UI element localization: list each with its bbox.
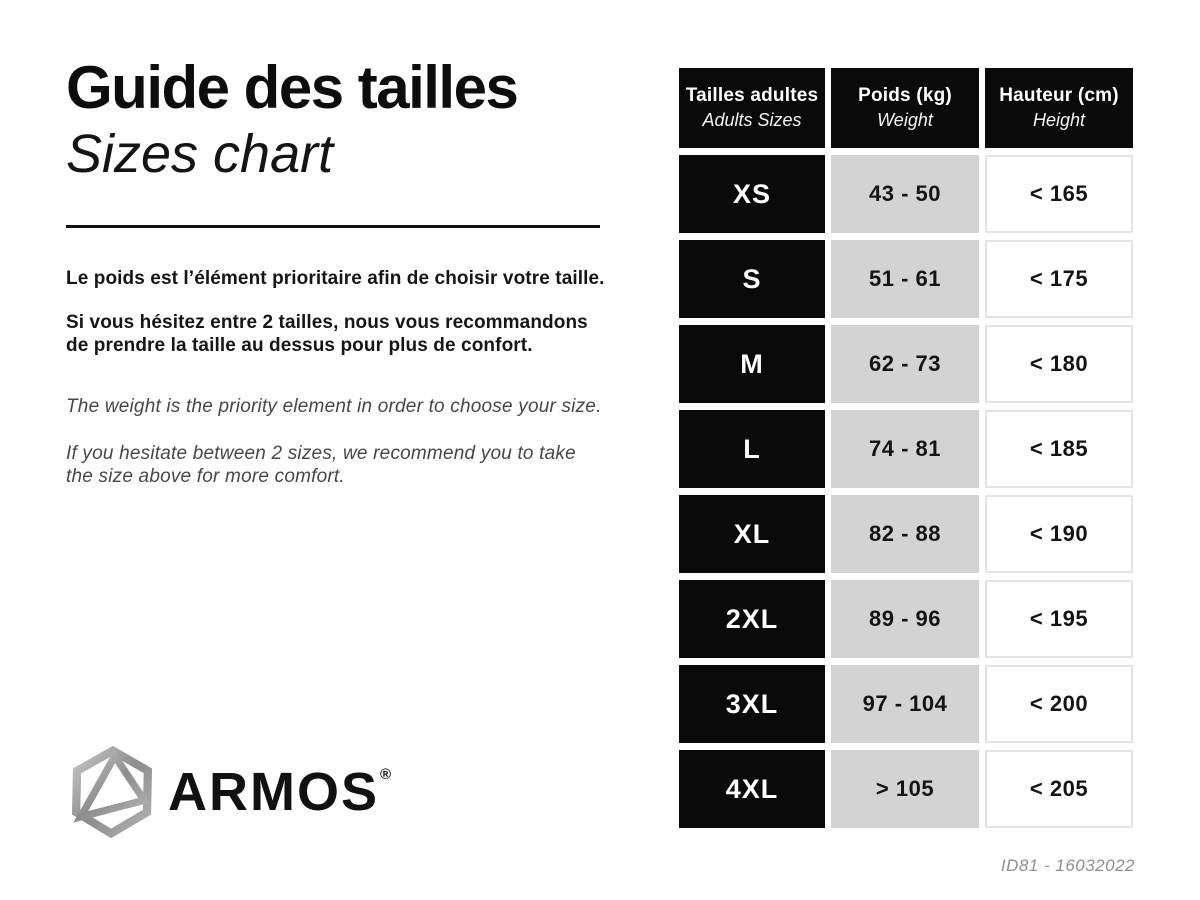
height-cell-4xl: < 205	[985, 750, 1133, 828]
height-cell-3xl: < 200	[985, 665, 1133, 743]
brand-name: ARMOS	[168, 762, 379, 822]
table-header-weight	[831, 68, 979, 148]
brand-wordmark	[168, 762, 394, 822]
hexagon-triangle-logo-icon	[66, 746, 158, 838]
size-table	[679, 68, 1133, 828]
page-title: Guide des tailles	[66, 54, 518, 121]
height-cell-xl: < 190	[985, 495, 1133, 573]
intro-paragraph-fr-1	[66, 267, 666, 290]
weight-cell-2xl: 89 - 96	[831, 580, 979, 658]
header-label-fr: Hauteur (cm)	[999, 85, 1119, 106]
document-id: ID81 - 16032022	[1000, 856, 1135, 875]
weight-cell-3xl: 97 - 104	[831, 665, 979, 743]
intro-section	[66, 54, 666, 488]
intro-text-line: de prendre la taille au dessus pour plus de confort.	[66, 334, 533, 356]
header-label-fr: Tailles adultes	[685, 85, 819, 106]
size-cell-2xl: 2XL	[679, 580, 825, 658]
table-header-height	[985, 68, 1133, 148]
size-cell-l: L	[679, 410, 825, 488]
header-label-en: Weight	[877, 110, 933, 130]
intro-text-line: Si vous hésitez entre 2 tailles, nous vous recommandons	[66, 311, 588, 333]
intro-text-line: the size above for more comfort.	[66, 465, 345, 487]
weight-cell-s: 51 - 61	[831, 240, 979, 318]
intro-text-line: If you hesitate between 2 sizes, we recommend you to take	[66, 442, 576, 464]
size-cell-xl: XL	[679, 495, 825, 573]
height-cell-xs: < 165	[985, 155, 1133, 233]
height-cell-s: < 175	[985, 240, 1133, 318]
weight-cell-xl: 82 - 88	[831, 495, 979, 573]
header-label-en: Adults Sizes	[702, 110, 802, 130]
intro-text-line: The weight is the priority element in order to choose your size.	[66, 395, 602, 417]
weight-cell-xs: 43 - 50	[831, 155, 979, 233]
size-cell-m: M	[679, 325, 825, 403]
title-divider	[66, 225, 600, 228]
size-cell-xs: XS	[679, 155, 825, 233]
size-cell-3xl: 3XL	[679, 665, 825, 743]
weight-cell-m: 62 - 73	[831, 325, 979, 403]
size-cell-4xl: 4XL	[679, 750, 825, 828]
height-cell-m: < 180	[985, 325, 1133, 403]
intro-paragraph-fr-2	[66, 311, 666, 357]
registered-trademark-symbol: ®	[380, 766, 394, 783]
intro-paragraph-en-1	[66, 395, 666, 418]
weight-cell-l: 74 - 81	[831, 410, 979, 488]
intro-text-line: Le poids est l’élément prioritaire afin de choisir votre taille.	[66, 267, 605, 289]
weight-cell-4xl: > 105	[831, 750, 979, 828]
height-cell-l: < 185	[985, 410, 1133, 488]
header-label-fr: Poids (kg)	[858, 85, 952, 106]
table-header-sizes	[679, 68, 825, 148]
intro-paragraph-en-2	[66, 442, 666, 488]
size-cell-s: S	[679, 240, 825, 318]
brand-logo	[66, 746, 393, 838]
page-subtitle: Sizes chart	[66, 124, 334, 184]
height-cell-2xl: < 195	[985, 580, 1133, 658]
header-label-en: Height	[1032, 110, 1086, 130]
